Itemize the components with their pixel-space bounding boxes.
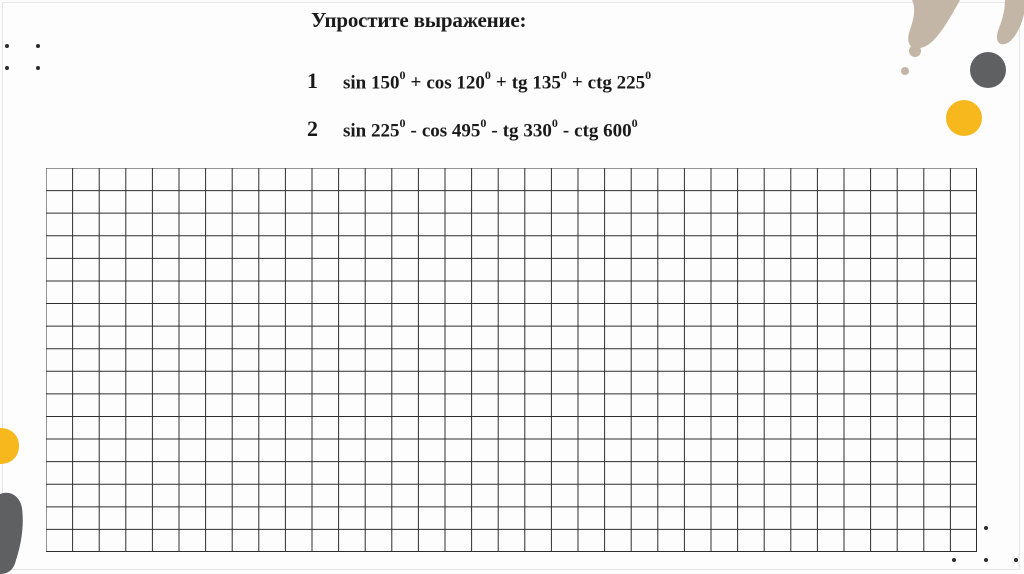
term: ctg $225^0$ xyxy=(587,67,652,93)
operator: + xyxy=(410,72,422,93)
yellow-half-circle-shape xyxy=(0,426,20,466)
squared-grid xyxy=(46,168,977,552)
beige-blob-shape xyxy=(890,0,970,52)
term: $\cos 120^0$ xyxy=(426,67,491,93)
gray-blob-shape xyxy=(0,490,26,574)
term: tg $330^0$ xyxy=(502,115,558,141)
task-2-expression xyxy=(307,116,638,146)
term: tg $135^0$ xyxy=(511,67,567,93)
term: $\cos 495^0$ xyxy=(421,115,487,141)
operator: - xyxy=(562,120,570,141)
operator: + xyxy=(495,72,507,93)
task-1-expression xyxy=(307,68,651,98)
slide-title: Упростите выражение: xyxy=(311,8,527,32)
operator: + xyxy=(571,72,583,93)
tiny-beige-circle-shape xyxy=(900,66,910,76)
term: $\sin 225^0$ xyxy=(343,115,406,141)
beige-stroke-shape xyxy=(985,0,1024,45)
yellow-circle-shape xyxy=(944,98,984,138)
operator: - xyxy=(491,120,498,141)
term: $\sin 150^0$ xyxy=(343,67,406,93)
gray-circle-shape xyxy=(968,50,1008,90)
task-number: 1 xyxy=(307,68,318,93)
small-beige-circle-shape xyxy=(908,44,922,58)
task-number: 2 xyxy=(307,116,318,141)
operator: - xyxy=(410,120,417,141)
term: ctg $600^0$ xyxy=(574,115,638,141)
